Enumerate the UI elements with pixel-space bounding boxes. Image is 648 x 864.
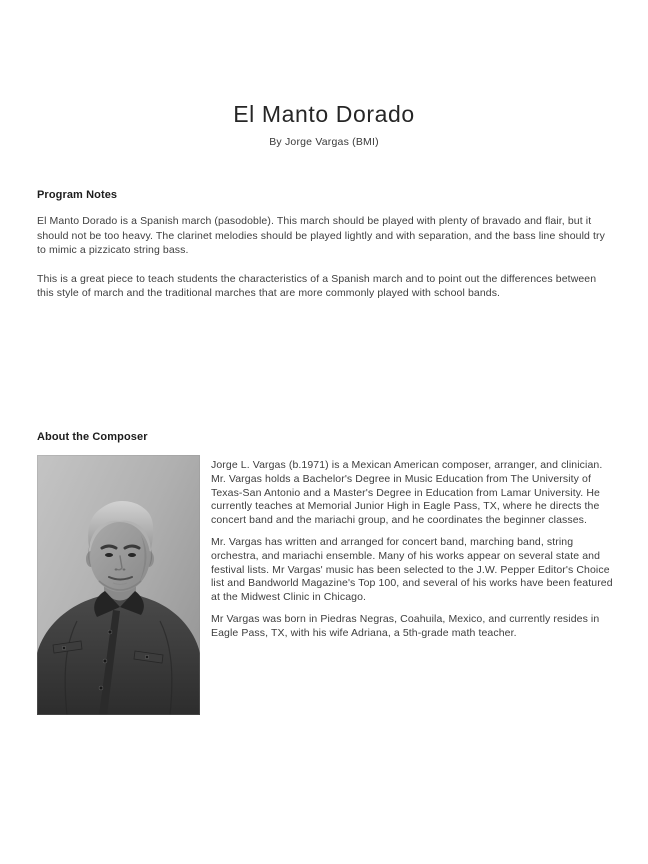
program-notes-section xyxy=(37,189,611,315)
composer-bio xyxy=(211,455,618,649)
about-composer-heading: About the Composer xyxy=(37,431,148,443)
composer-portrait-image xyxy=(37,455,200,715)
about-composer-body xyxy=(37,455,618,715)
program-notes-paragraph-1: El Manto Dorado is a Spanish march (pasodoble). This march should be played with plenty of bravado and flair, but it should not be too heavy. The clarinet melodies should be played lightly and with separation, and the bass line should try to mimic a pizzicato string bass. xyxy=(37,215,605,256)
composer-photo xyxy=(37,455,200,715)
program-notes-paragraph-2: This is a great piece to teach students the characteristics of a Spanish march and to point out the differences between this style of march and the traditional marches that are more commonly played with school bands. xyxy=(37,272,597,299)
composer-bio-paragraph-3: Mr Vargas was born in Piedras Negras, Coahuila, Mexico, and currently resides in Eagle Pass, TX, with his wife Adriana, a 5th-grade math teacher. xyxy=(211,612,600,639)
about-composer-section xyxy=(37,431,618,715)
page-title: El Manto Dorado xyxy=(233,101,415,127)
page-subtitle: By Jorge Vargas (BMI) xyxy=(269,136,379,148)
composer-bio-paragraph-2: Mr. Vargas has written and arranged for concert band, marching band, string orchestra, and mariachi ensemble. Many of his works appear on several state and festival lists. Mr Vargas' music has been selected to the J.W. Pepper Editor's Choice list and Bandworld Magazine's Top 100, and several of his works have been featured at the Midwest Clinic in Chicago. xyxy=(211,535,613,604)
composer-bio-paragraph-1: Jorge L. Vargas (b.1971) is a Mexican American composer, arranger, and clinician. Mr. Vargas holds a Bachelor's Degree in Music Education from The University of Texas-San Antonio and a Master's Degree in Education from Lamar University. He currently teaches at Memorial Junior High in Eagle Pass, TX, where he directs the concert band and the mariachi group, and he coordinates the beginner classes. xyxy=(211,459,603,527)
program-notes-heading: Program Notes xyxy=(37,189,118,201)
